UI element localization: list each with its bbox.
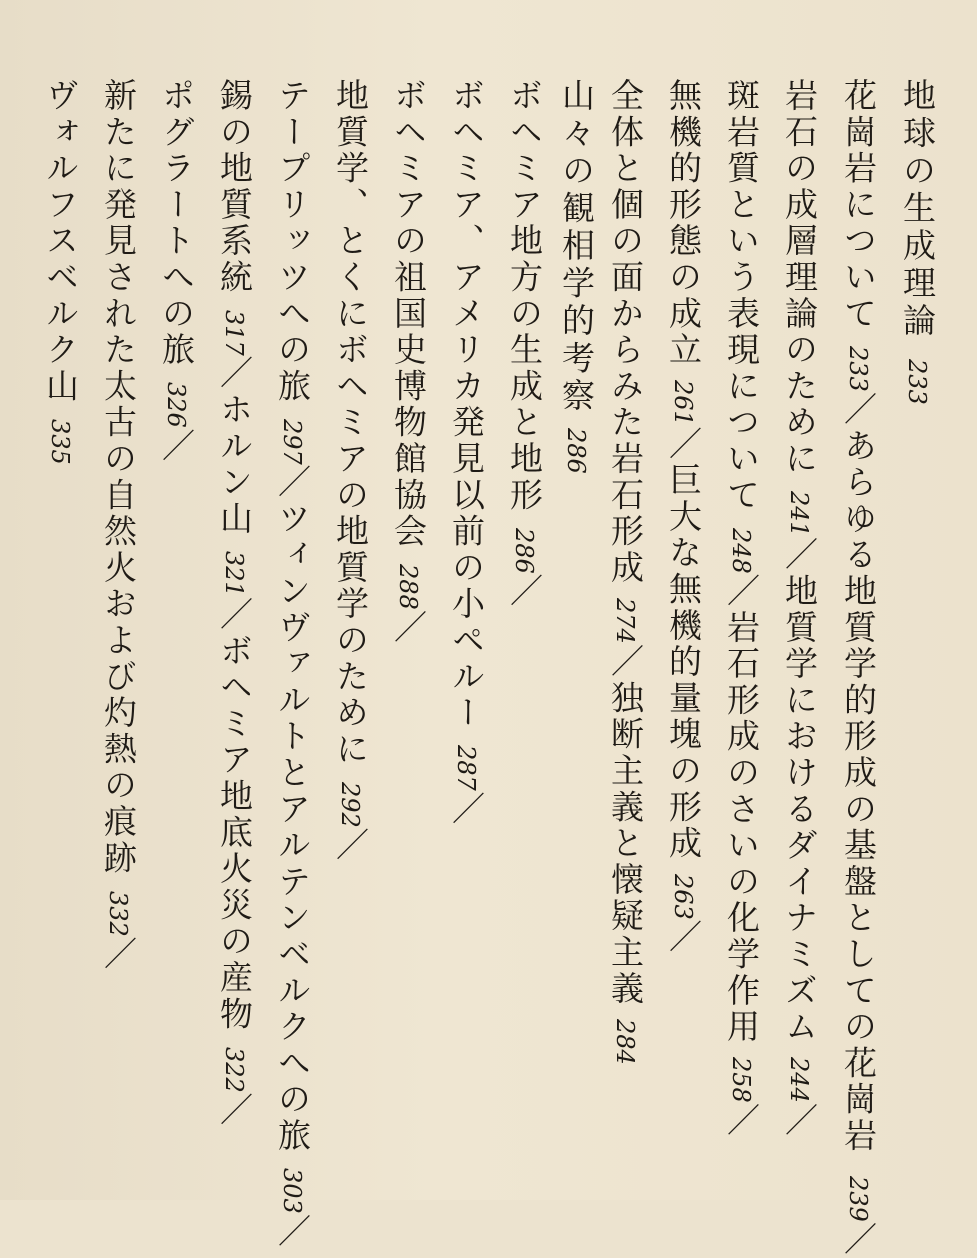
page-number: 322 xyxy=(220,1046,248,1093)
page-number: 261 xyxy=(669,380,697,427)
page-number: 317 xyxy=(220,309,248,356)
separator: ／ xyxy=(505,573,544,610)
separator: ／ xyxy=(99,936,138,973)
separator: ／ xyxy=(664,919,703,956)
separator: ／ xyxy=(215,355,254,392)
entry-title: あらゆる地質学的形成の基盤としての花崗岩 xyxy=(839,428,878,1155)
separator: ／ xyxy=(273,1214,312,1251)
entry-title: 地質学、とくにボヘミアの地質学のために xyxy=(331,78,370,768)
page-number: 335 xyxy=(46,418,74,465)
page-number: 263 xyxy=(669,873,697,920)
separator: ／ xyxy=(722,573,761,610)
toc-entry xyxy=(447,78,486,828)
entry-title: 無機的形態の成立 xyxy=(664,78,703,369)
entry-title: ボヘミア、アメリカ発見以前の小ペルー xyxy=(447,78,486,732)
entry-title: 花崗岩について xyxy=(839,78,878,333)
page-number: 288 xyxy=(394,563,422,610)
entry-title: ポグラートへの旅 xyxy=(157,78,196,369)
entry-title: ホルン山 xyxy=(215,391,254,538)
separator: ／ xyxy=(389,609,428,647)
separator: ／ xyxy=(839,391,878,429)
toc-entry xyxy=(780,78,819,1140)
entry-title: 錫の地質系統 xyxy=(215,78,254,296)
page-number: 284 xyxy=(611,1019,639,1065)
page-number: 241 xyxy=(785,491,813,538)
page-number: 233 xyxy=(903,358,931,405)
page-number: 321 xyxy=(220,551,248,597)
separator: ／ xyxy=(839,1222,878,1258)
toc-entry xyxy=(273,78,312,1251)
entry-title: ツィンヴァルトとアルテンベルクへの旅 xyxy=(273,500,312,1155)
separator: ／ xyxy=(780,1103,819,1140)
toc-entry xyxy=(99,78,138,973)
entry-title: 地質学におけるダイナミズム xyxy=(780,573,819,1046)
section-heading xyxy=(898,78,937,405)
entry-title: ヴォルフスベルク山 xyxy=(41,78,80,405)
separator: ／ xyxy=(780,537,819,574)
separator: ／ xyxy=(215,1092,254,1129)
page-number: 292 xyxy=(336,781,364,828)
toc-entry xyxy=(839,78,878,1258)
separator: ／ xyxy=(606,644,645,681)
separator: ／ xyxy=(157,428,196,465)
separator: ／ xyxy=(447,791,486,828)
page-number: 233 xyxy=(844,346,872,392)
page-number: 303 xyxy=(278,1168,306,1215)
entry-title: 全体と個の面からみた岩石形成 xyxy=(606,78,645,587)
entry-title: テープリッツへの旅 xyxy=(273,78,312,405)
toc-entry xyxy=(331,78,370,864)
page-number: 286 xyxy=(562,427,590,474)
page-number: 326 xyxy=(162,382,190,429)
toc-entry xyxy=(722,78,761,1140)
heading-text: 地球の生成理論 xyxy=(898,78,937,341)
entry-title: 新たに発見された太古の自然火および灼熱の痕跡 xyxy=(99,78,138,877)
toc-entry xyxy=(215,78,254,1129)
entry-title: 斑岩質という表現について xyxy=(722,78,761,514)
entry-title: 巨大な無機的量塊の形成 xyxy=(664,462,703,862)
page-number: 287 xyxy=(452,745,480,792)
toc-entry xyxy=(389,78,428,647)
section-heading xyxy=(557,78,596,474)
page-number: 248 xyxy=(727,527,755,574)
separator: ／ xyxy=(215,596,254,634)
separator: ／ xyxy=(664,426,703,463)
entry-title: 岩石の成層理論のために xyxy=(780,78,819,478)
heading-text: 山々の観相学的考察 xyxy=(557,78,596,416)
page-number: 332 xyxy=(104,890,132,937)
toc-entry xyxy=(157,78,196,465)
page-number: 244 xyxy=(785,1057,813,1104)
page-number: 274 xyxy=(611,598,639,645)
page-number: 286 xyxy=(510,527,538,574)
entry-title: ボヘミアの祖国史博物館協会 xyxy=(389,78,428,550)
separator: ／ xyxy=(331,827,370,864)
separator: ／ xyxy=(722,1103,761,1140)
page-number: 297 xyxy=(278,418,306,465)
toc-entry xyxy=(606,78,645,1065)
entry-title: 独断主義と懐疑主義 xyxy=(606,680,645,1008)
entry-title: ボヘミア地底火災の産物 xyxy=(215,633,254,1033)
separator: ／ xyxy=(273,464,312,501)
entry-title: 岩石形成のさいの化学作用 xyxy=(722,609,761,1046)
bleed-through-text xyxy=(560,20,604,54)
toc-entry xyxy=(41,78,80,465)
page-number: 258 xyxy=(727,1057,755,1104)
toc-entry xyxy=(664,78,703,956)
page-number: 239 xyxy=(844,1176,872,1223)
toc-entry xyxy=(505,78,544,610)
entry-title: ボヘミア地方の生成と地形 xyxy=(505,78,544,514)
